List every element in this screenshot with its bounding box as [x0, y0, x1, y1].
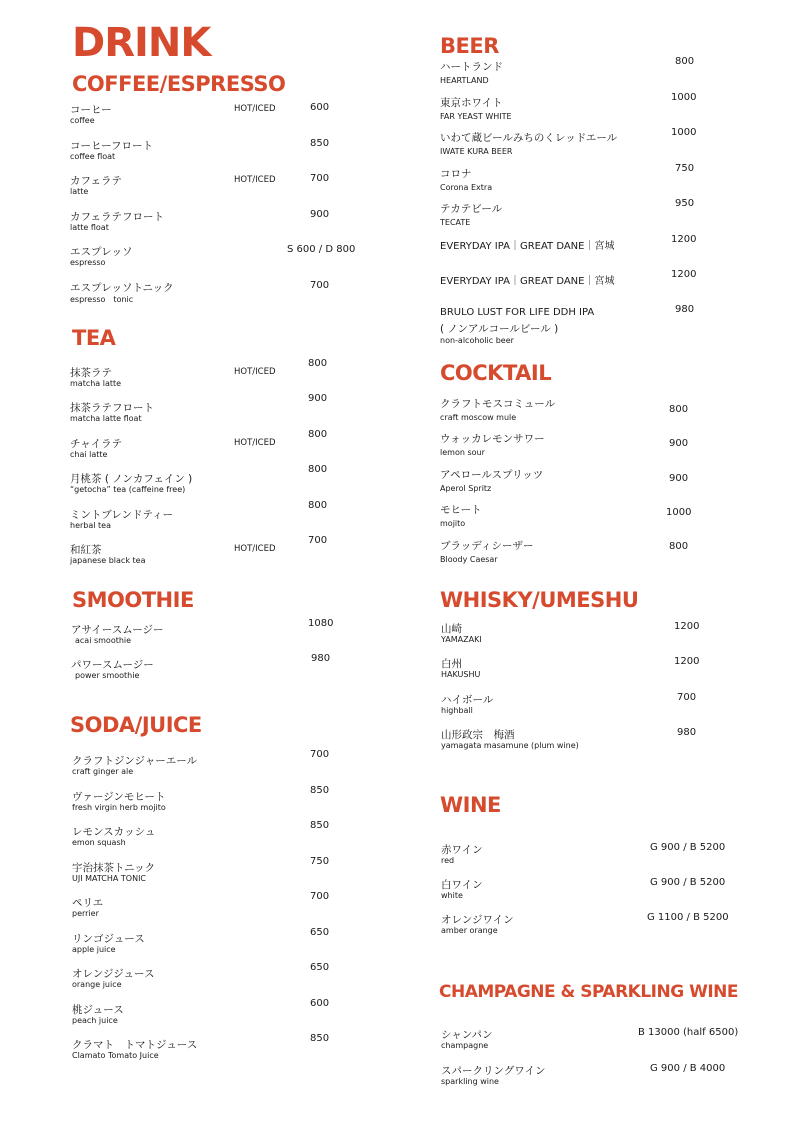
item-name-en: mojito: [440, 519, 466, 528]
item-price: 800: [669, 404, 689, 415]
item-name-jp: カフェラテ: [70, 175, 122, 187]
item-price: 1200: [671, 234, 697, 245]
item-price: 900: [310, 209, 330, 220]
item-price: S 600 / D 800: [287, 244, 356, 255]
section-title-coffee: COFFEE/ESPRESSO: [72, 72, 286, 96]
item-price: 700: [310, 891, 330, 902]
item-price: 1000: [666, 507, 692, 518]
item-price: 900: [308, 393, 328, 404]
item-price: 800: [308, 464, 328, 475]
item-name-en: craft ginger ale: [72, 767, 134, 776]
item-name-en: Aperol Spritz: [440, 484, 492, 493]
item-price: 800: [669, 541, 689, 552]
item-price: 850: [310, 1033, 330, 1044]
item-name-en: acai smoothie: [75, 636, 132, 645]
item-name-en: white: [441, 891, 463, 900]
item-name-en: champagne: [441, 1041, 489, 1050]
item-name-jp: 山崎: [441, 623, 462, 635]
item-price: 850: [310, 785, 330, 796]
item-name-en: perrier: [72, 909, 99, 918]
item-name-jp: パワースムージー: [71, 659, 154, 671]
item-name-en: Corona Extra: [440, 183, 493, 192]
item-name-en: matcha latte: [70, 379, 122, 388]
item-name-jp: テカテビール: [440, 203, 503, 215]
item-name-jp: コーヒー: [70, 104, 112, 116]
item-name-jp: アサイースムージー: [71, 624, 164, 636]
item-name-jp: クラマト トマトジュース: [72, 1039, 198, 1051]
item-price: 1000: [671, 92, 697, 103]
item-price: 850: [310, 820, 330, 831]
item-price: 950: [675, 198, 695, 209]
item-name-jp: ハートランド: [440, 61, 503, 73]
item-name-jp-line2: ( ノンアルコールビール ): [440, 323, 559, 335]
item-name-en: non-alcoholic beer: [440, 336, 514, 345]
item-price: 1200: [671, 269, 697, 280]
item-price: 700: [308, 535, 328, 546]
item-name-en: coffee: [70, 116, 95, 125]
item-name-jp: ペリエ: [72, 897, 104, 909]
item-name-en: matcha latte float: [70, 414, 142, 423]
item-name-en: japanese black tea: [70, 556, 146, 565]
item-name-en: espresso tonic: [70, 295, 134, 304]
item-name-jp: 赤ワイン: [441, 844, 483, 856]
item-name-en: apple juice: [72, 945, 116, 954]
item-name-jp: エスプレッソ: [70, 246, 133, 258]
item-option: HOT/ICED: [234, 175, 276, 185]
section-title-smoothie: SMOOTHIE: [72, 588, 194, 612]
item-name-jp: 桃ジュース: [72, 1004, 124, 1016]
item-name-jp: クラフトモスコミュール: [440, 398, 556, 410]
item-price: 650: [310, 927, 330, 938]
item-price: 750: [675, 163, 695, 174]
item-price: 980: [675, 304, 695, 315]
item-name-en: latte: [70, 187, 89, 196]
item-option: HOT/ICED: [234, 367, 276, 377]
item-name-jp: 月桃茶 ( ノンカフェイン ): [70, 473, 193, 485]
item-name-jp: 白ワイン: [441, 879, 483, 891]
item-name-en: “getocha” tea (caffeine free): [70, 485, 186, 494]
item-name-jp: いわて蔵ビールみちのくレッドエール: [440, 132, 618, 144]
item-price: 850: [310, 138, 330, 149]
item-name-en: herbal tea: [70, 521, 111, 530]
item-name-en: coffee float: [70, 152, 116, 161]
section-title-whisky: WHISKY/UMESHU: [440, 588, 639, 612]
item-name-en: lemon sour: [440, 448, 485, 457]
item-price: 1200: [674, 656, 700, 667]
item-name-en: UJI MATCHA TONIC: [72, 874, 147, 883]
item-price: 800: [308, 358, 328, 369]
item-name-jp: チャイラテ: [70, 438, 123, 450]
section-title-beer: BEER: [440, 34, 499, 58]
item-name-en: FAR YEAST WHITE: [440, 112, 512, 121]
item-price: 700: [310, 173, 330, 184]
item-name-jp: アペロールスプリッツ: [440, 469, 544, 481]
item-name-en: power smoothie: [75, 671, 140, 680]
section-title-cocktail: COCKTAIL: [440, 361, 552, 385]
item-price: 750: [310, 856, 330, 867]
item-name-jp: 和紅茶: [70, 544, 102, 556]
item-name-en: fresh virgin herb mojito: [72, 803, 166, 812]
item-option: HOT/ICED: [234, 544, 276, 554]
item-price: 900: [669, 438, 689, 449]
item-name-jp: EVERYDAY IPA｜GREAT DANE｜宮城: [440, 241, 615, 252]
item-name-jp: ウォッカレモンサワー: [440, 433, 545, 445]
section-title-tea: TEA: [72, 326, 116, 350]
section-title-champagne: CHAMPAGNE & SPARKLING WINE: [439, 982, 739, 1002]
item-name-jp: シャンパン: [441, 1029, 493, 1041]
item-name-jp: BRULO LUST FOR LIFE DDH IPA: [440, 307, 595, 318]
item-price: 700: [310, 749, 330, 760]
item-price: 900: [669, 473, 689, 484]
item-price: G 1100 / B 5200: [647, 912, 729, 923]
item-price: 1080: [308, 618, 334, 629]
item-name-jp: スパークリングワイン: [441, 1065, 546, 1077]
item-name-en: amber orange: [441, 926, 498, 935]
item-name-en: latte float: [70, 223, 109, 232]
page-title: DRINK: [72, 20, 211, 66]
item-name-en: Bloody Caesar: [440, 555, 498, 564]
item-name-jp: 山形政宗 梅酒: [441, 729, 515, 741]
section-title-soda: SODA/JUICE: [70, 713, 202, 737]
item-name-jp: 宇治抹茶トニック: [72, 862, 156, 874]
item-name-jp: コロナ: [440, 168, 472, 180]
item-name-jp: カフェラテフロート: [70, 211, 164, 223]
item-price: 980: [311, 653, 331, 664]
item-price: B 13000 (half 6500): [638, 1027, 739, 1038]
item-name-jp: ミントブレンドティー: [70, 509, 174, 521]
item-name-jp: 白州: [441, 658, 462, 670]
item-name-en: orange juice: [72, 980, 122, 989]
item-price: 800: [308, 500, 328, 511]
item-name-en: peach juice: [72, 1016, 118, 1025]
item-name-jp: ヴァージンモヒート: [72, 791, 166, 803]
item-name-en: IWATE KURA BEER: [440, 147, 513, 156]
item-name-en: red: [441, 856, 455, 865]
item-price: 1000: [671, 127, 697, 138]
item-price: 800: [675, 56, 695, 67]
item-name-jp: オレンジワイン: [441, 914, 514, 926]
item-name-jp: レモンスカッシュ: [72, 826, 156, 838]
item-price: 800: [308, 429, 328, 440]
item-name-jp: モヒート: [440, 504, 482, 516]
item-price: G 900 / B 4000: [650, 1063, 726, 1074]
item-name-en: HEARTLAND: [440, 76, 489, 85]
item-name-jp: 抹茶ラテ: [70, 367, 112, 379]
item-name-en: sparkling wine: [441, 1077, 499, 1086]
item-price: 700: [310, 280, 330, 291]
item-name-en: Clamato Tomato Juice: [72, 1051, 159, 1060]
item-name-en: yamagata masamune (plum wine): [441, 741, 579, 750]
item-price: G 900 / B 5200: [650, 877, 726, 888]
item-price: G 900 / B 5200: [650, 842, 726, 853]
item-price: 980: [677, 727, 697, 738]
item-name-en: chai latte: [70, 450, 108, 459]
item-name-jp: コーヒーフロート: [70, 140, 154, 152]
item-name-jp: クラフトジンジャーエール: [72, 755, 198, 767]
item-price: 700: [677, 692, 697, 703]
item-name-jp: ハイボール: [441, 694, 494, 706]
item-name-en: craft moscow mule: [440, 413, 517, 422]
item-name-jp: ブラッディシーザー: [440, 540, 534, 552]
item-option: HOT/ICED: [234, 438, 276, 448]
item-price: 600: [310, 102, 330, 113]
item-name-jp: リンゴジュース: [72, 933, 145, 945]
item-name-en: HAKUSHU: [441, 670, 481, 679]
item-price: 600: [310, 998, 330, 1009]
item-price: 650: [310, 962, 330, 973]
item-name-en: highball: [441, 706, 473, 715]
item-name-jp: オレンジジュース: [72, 968, 155, 980]
item-name-jp: EVERYDAY IPA｜GREAT DANE｜宮城: [440, 276, 615, 287]
item-name-en: espresso: [70, 258, 106, 267]
item-name-en: emon squash: [72, 838, 126, 847]
item-name-jp: 抹茶ラテフロート: [70, 402, 154, 414]
item-price: 1200: [674, 621, 700, 632]
section-title-wine: WINE: [440, 793, 501, 817]
item-name-jp: 東京ホワイト: [440, 97, 503, 109]
item-name-en: TECATE: [440, 218, 471, 227]
item-name-jp: エスプレッソトニック: [70, 282, 174, 294]
item-name-en: YAMAZAKI: [441, 635, 482, 644]
item-option: HOT/ICED: [234, 104, 276, 114]
